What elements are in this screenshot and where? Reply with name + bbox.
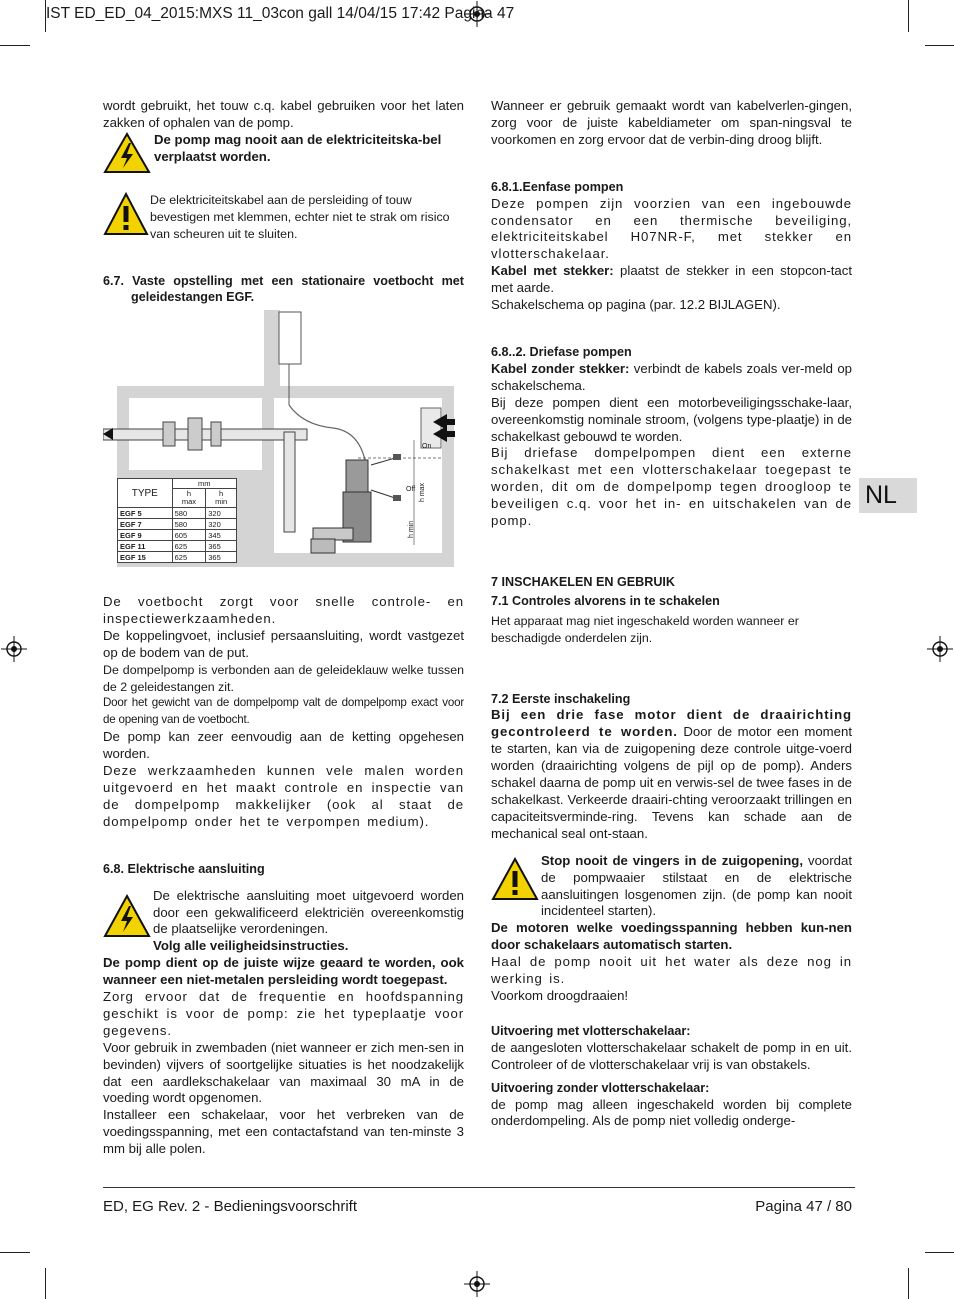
paragraph: Het apparaat mag niet ingeschakeld worden wanneer er beschadigde onderdelen zijn.: [491, 613, 799, 645]
paragraph: Kabel met stekker: plaatst de stekker in een stopcon-tact met aarde.: [491, 263, 852, 296]
warning-electric: [103, 132, 464, 174]
crop-mark: [45, 1268, 46, 1299]
electric-hazard-icon: [103, 894, 151, 938]
paragraph-bold: De motoren welke voedingsspanning hebben kun-nen door schakelaars automatisch starten.: [491, 920, 852, 953]
paragraph: de aangesloten vlotterschakelaar schakelt de pomp in en uit. Controleer of de vlotterschakelaar vrij is van obstakels.: [491, 1039, 852, 1072]
paragraph: De dompelpomp is verbonden aan de geleideklauw welke tussen de 2 geleidestangen zit.: [103, 662, 464, 694]
warning-general: [491, 853, 852, 921]
footer-document-title: ED, EG Rev. 2 - Bedieningsvoorschrift: [103, 1198, 357, 1215]
section-heading-7: 7 INSCHAKELEN EN GEBRUIK: [491, 574, 676, 589]
paragraph: Deze pompen zijn voorzien van een ingebouwde condensator en een thermische beveiliging, elektriciteitskabel H07NR-F, met stekker en vlotterschakelaar.: [491, 195, 852, 262]
installation-figure: [103, 310, 455, 567]
paragraph: Voorkom droogdraaien!: [491, 987, 629, 1003]
left-column: [103, 98, 464, 306]
section-heading-6-8-1: 6.8.1.Eenfase pompen: [491, 179, 624, 194]
paragraph: Kabel zonder stekker: verbindt de kabels zoals ver-meld op schakelschema.: [491, 360, 852, 393]
paragraph: De pomp kan zeer eenvoudig aan de ketting opgehesen worden.: [103, 729, 464, 762]
warning-text: De pomp mag nooit aan de elektriciteitska-bel verplaatst worden.: [154, 131, 442, 164]
warning-text-bold: Volg alle veiligheidsinstructies.: [153, 938, 349, 954]
section-heading-6-8: 6.8. Elektrische aansluiting: [103, 861, 265, 876]
unit-header: mm: [172, 479, 236, 489]
footer-rule: [103, 1187, 855, 1188]
crop-mark: [0, 45, 30, 46]
footer-page-number: Pagina 47 / 80: [755, 1198, 852, 1215]
print-slug: IST ED_ED_04_2015:MXS 11_03con gall 14/04/15 17:42 Pagina 47: [46, 5, 515, 22]
paragraph: De voetbocht zorgt voor snelle controle- en inspectiewerkzaamheden.: [103, 594, 464, 626]
type-header: TYPE: [118, 479, 173, 508]
paragraph-bold: De pomp dient op de juiste wijze geaard te worden, ook wanneer een niet-metalen persleiding wordt toegepast.: [103, 955, 464, 988]
warning-text: Stop nooit de vingers in de zuigopening, voordat de pompwaaier stilstaat en de elektrische aansluitingen losgenomen zijn. (de pomp kan nooit incidenteel starten).: [541, 852, 852, 919]
crop-mark: [0, 1252, 30, 1253]
paragraph: Installeer een schakelaar, voor het verbreken van de voedingsspanning, met een contactafstand van ten-minste 3 mm bij alle polen.: [103, 1107, 464, 1157]
h-max-header: h max: [172, 489, 206, 508]
section-heading-7-2: 7.2 Eerste inschakeling: [491, 691, 631, 706]
subheading-zonder-vlotter: Uitvoering zonder vlotterschakelaar:: [491, 1080, 710, 1095]
crop-mark: [908, 1268, 909, 1299]
paragraph: Bij deze pompen dient een motorbeveiligingsschake-laar, overeenkomstig nominale stroom, (volgens type-plaatje) in de schakelkast gebouwd te worden.: [491, 394, 852, 444]
left-column-lower: [103, 594, 464, 1158]
table-row: EGF 9 605 345: [118, 530, 237, 541]
paragraph: Wanneer er gebruik gemaakt wordt van kabelverlen-gingen, zorg voor de juiste kabeldiameter om span-ningsval te voorkomen en zorg ervoor dat de verbin-ding droog blijft.: [491, 98, 852, 147]
language-tab: NL: [859, 478, 917, 513]
warning-electric: [103, 888, 464, 956]
table-row: EGF 7 580 320: [118, 519, 237, 530]
h-min-label: h min: [408, 520, 415, 538]
section-heading-6-7: 6.7. Vaste opstelling met een stationaire voetbocht met geleidestangen EGF.: [103, 273, 464, 305]
h-min-header: h min: [206, 489, 237, 508]
crop-mark: [925, 45, 954, 46]
paragraph: Deze werkzaamheden kunnen vele malen worden uitgevoerd en het maakt controle en inspectie van de dompelpomp makkelijker (ook al staat de dompelpomp onder het te verpompen medium).: [103, 763, 464, 829]
paragraph: Schakelschema op pagina (par. 12.2 BIJLAGEN).: [491, 297, 781, 313]
electric-hazard-icon: [103, 132, 151, 174]
table-row: EGF 11 625 365: [118, 541, 237, 552]
paragraph: wordt gebruikt, het touw c.q. kabel gebruiken voor het laten zakken of ophalen van de pomp.: [103, 98, 464, 130]
section-heading-6-8-2: 6.8..2. Driefase pompen: [491, 344, 632, 359]
registration-mark-icon: [464, 1271, 490, 1297]
paragraph: De koppelingvoet, inclusief persaansluiting, wordt vastgezet op de bodem van de put.: [103, 627, 464, 660]
paragraph: Bij een drie fase motor dient de draairichting gecontroleerd te worden. Door de motor een moment te starten, kan via de zuigopening deze controle uitge-voerd worden (draairichting volgens de pijl op de pomp). Anders schakel daarna de pomp uit en verwis-sel de twee fases in de schakelkast. Verkeerde draairi-chting veroorzaakt trillingen en capaciteitsverminde-ring. Tevens kan schade aan de mechanical seal ont-staan.: [491, 707, 852, 841]
crop-mark: [908, 0, 909, 32]
table-row: EGF 15 625 365: [118, 552, 237, 563]
caution-icon: [491, 857, 539, 901]
float-off-label: Off: [406, 486, 416, 493]
warning-text: De elektrische aansluiting moet uitgevoerd worden door een gekwalificeerd elektriciën overeenkomstig de plaatselijke verordeningen.: [153, 887, 464, 937]
registration-mark-icon: [927, 636, 953, 662]
section-heading-7-1: 7.1 Controles alvorens in te schakelen: [491, 593, 720, 608]
warning-text: De elektriciteitskabel aan de persleiding of touw bevestigen met klemmen, echter niet te strak om risico van scheuren uit te sluiten.: [150, 192, 450, 241]
paragraph: Voor gebruik in zwembaden (niet wanneer er zich men-sen in bevinden) vijvers of soortgelijke situaties is het noodzakelijk dat een aardlekschakelaar van maximaal 30 mA in de voeding wordt opgenomen.: [103, 1039, 464, 1106]
paragraph: Zorg ervoor dat de frequentie en hoofdspanning geschikt is voor de pomp: zie het typeplaatje voor gegevens.: [103, 989, 464, 1038]
paragraph: Haal de pomp nooit uit het water als deze nog in werking is.: [491, 954, 852, 987]
right-column: [491, 98, 852, 1130]
crop-mark: [925, 1252, 954, 1253]
warning-general: [103, 192, 464, 243]
paragraph: Bij driefase dompelpompen dient een externe schakelkast met een vlotterschakelaar toegepast te worden, dit om de dompelpomp tegen droogloop te beveiligen c.q. voor het in- en uitschakelen van de pomp.: [491, 445, 852, 529]
registration-mark-icon: [1, 636, 27, 662]
h-max-label: h max: [419, 482, 426, 502]
table-row: EGF 5 580 320: [118, 508, 237, 519]
subheading-met-vlotter: Uitvoering met vlotterschakelaar:: [491, 1023, 691, 1038]
egf-dimension-table: [117, 478, 237, 563]
paragraph: Door het gewicht van de dompelpomp valt de dompelpomp exact voor de opening van de voetbocht.: [103, 696, 464, 727]
caution-icon: [103, 192, 149, 236]
float-on-label: On: [422, 443, 432, 450]
paragraph: de pomp mag alleen ingeschakeld worden bij complete onderdompeling. Als de pomp niet volledig onderge-: [491, 1096, 852, 1129]
